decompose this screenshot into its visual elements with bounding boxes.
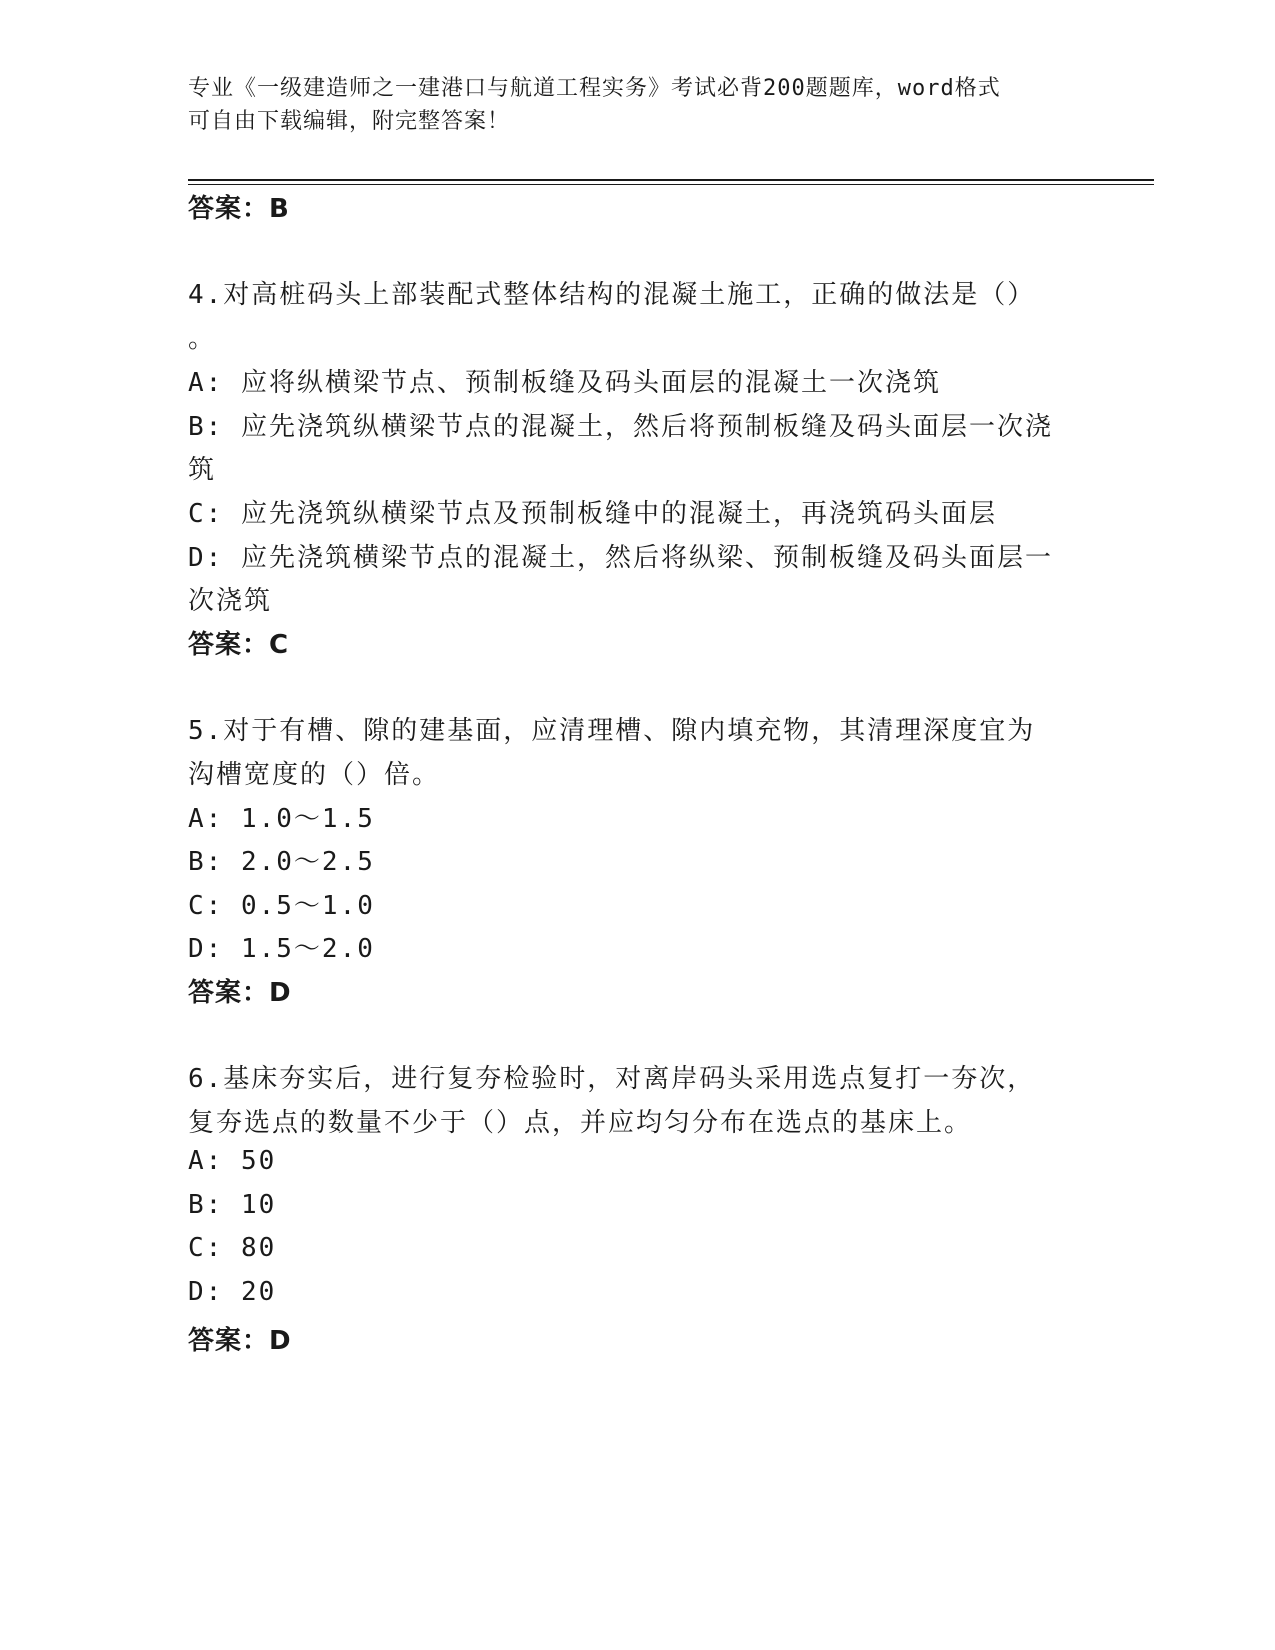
question-4-option-d-line-2: 次浇筑 — [188, 586, 273, 616]
question-4-option-a: A: 应将纵横梁节点、预制板缝及码头面层的混凝土一次浇筑 — [188, 368, 941, 398]
question-5-answer: 答案：D — [188, 978, 292, 1008]
question-5-stem-line-1: 5.对于有槽、隙的建基面，应清理槽、隙内填充物，其清理深度宜为 — [188, 716, 1036, 746]
header-rule-thin — [188, 184, 1154, 185]
question-4-answer: 答案：C — [188, 630, 290, 660]
question-4-stem-line-1: 4.对高桩码头上部装配式整体结构的混凝土施工，正确的做法是（） — [188, 280, 1036, 310]
question-6-stem-line-2: 复夯选点的数量不少于（）点，并应均匀分布在选点的基床上。 — [188, 1108, 973, 1138]
question-6-option-c: C: 80 — [188, 1233, 277, 1263]
previous-answer: 答案：B — [188, 194, 290, 224]
question-5-option-a: A: 1.0～1.5 — [188, 804, 375, 834]
question-5-stem-line-2: 沟槽宽度的（）倍。 — [188, 760, 441, 790]
question-5-option-b: B: 2.0～2.5 — [188, 847, 375, 877]
question-6-option-b: B: 10 — [188, 1190, 277, 1220]
question-5-option-c: C: 0.5～1.0 — [188, 891, 375, 921]
question-6-answer: 答案：D — [188, 1326, 292, 1356]
question-6-option-a: A: 50 — [188, 1146, 277, 1176]
question-4-option-d-line-1: D: 应先浇筑横梁节点的混凝土，然后将纵梁、预制板缝及码头面层一 — [188, 543, 1053, 573]
question-6-stem-line-1: 6.基床夯实后，进行复夯检验时，对离岸码头采用选点复打一夯次， — [188, 1064, 1036, 1094]
question-6-option-d: D: 20 — [188, 1277, 277, 1307]
question-4-stem-line-2: 。 — [188, 324, 217, 354]
question-4-option-c: C: 应先浇筑纵横梁节点及预制板缝中的混凝土，再浇筑码头面层 — [188, 499, 997, 529]
question-4-option-b-line-1: B: 应先浇筑纵横梁节点的混凝土，然后将预制板缝及码头面层一次浇 — [188, 412, 1053, 442]
question-5-option-d: D: 1.5～2.0 — [188, 934, 375, 964]
question-4-option-b-line-2: 筑 — [188, 455, 217, 485]
header-rule-thick — [188, 179, 1154, 181]
header-line-1: 专业《一级建造师之一建港口与航道工程实务》考试必背200题题库，word格式 — [188, 76, 1001, 101]
document-header — [188, 72, 1068, 138]
header-line-2: 可自由下载编辑，附完整答案！ — [188, 109, 511, 134]
